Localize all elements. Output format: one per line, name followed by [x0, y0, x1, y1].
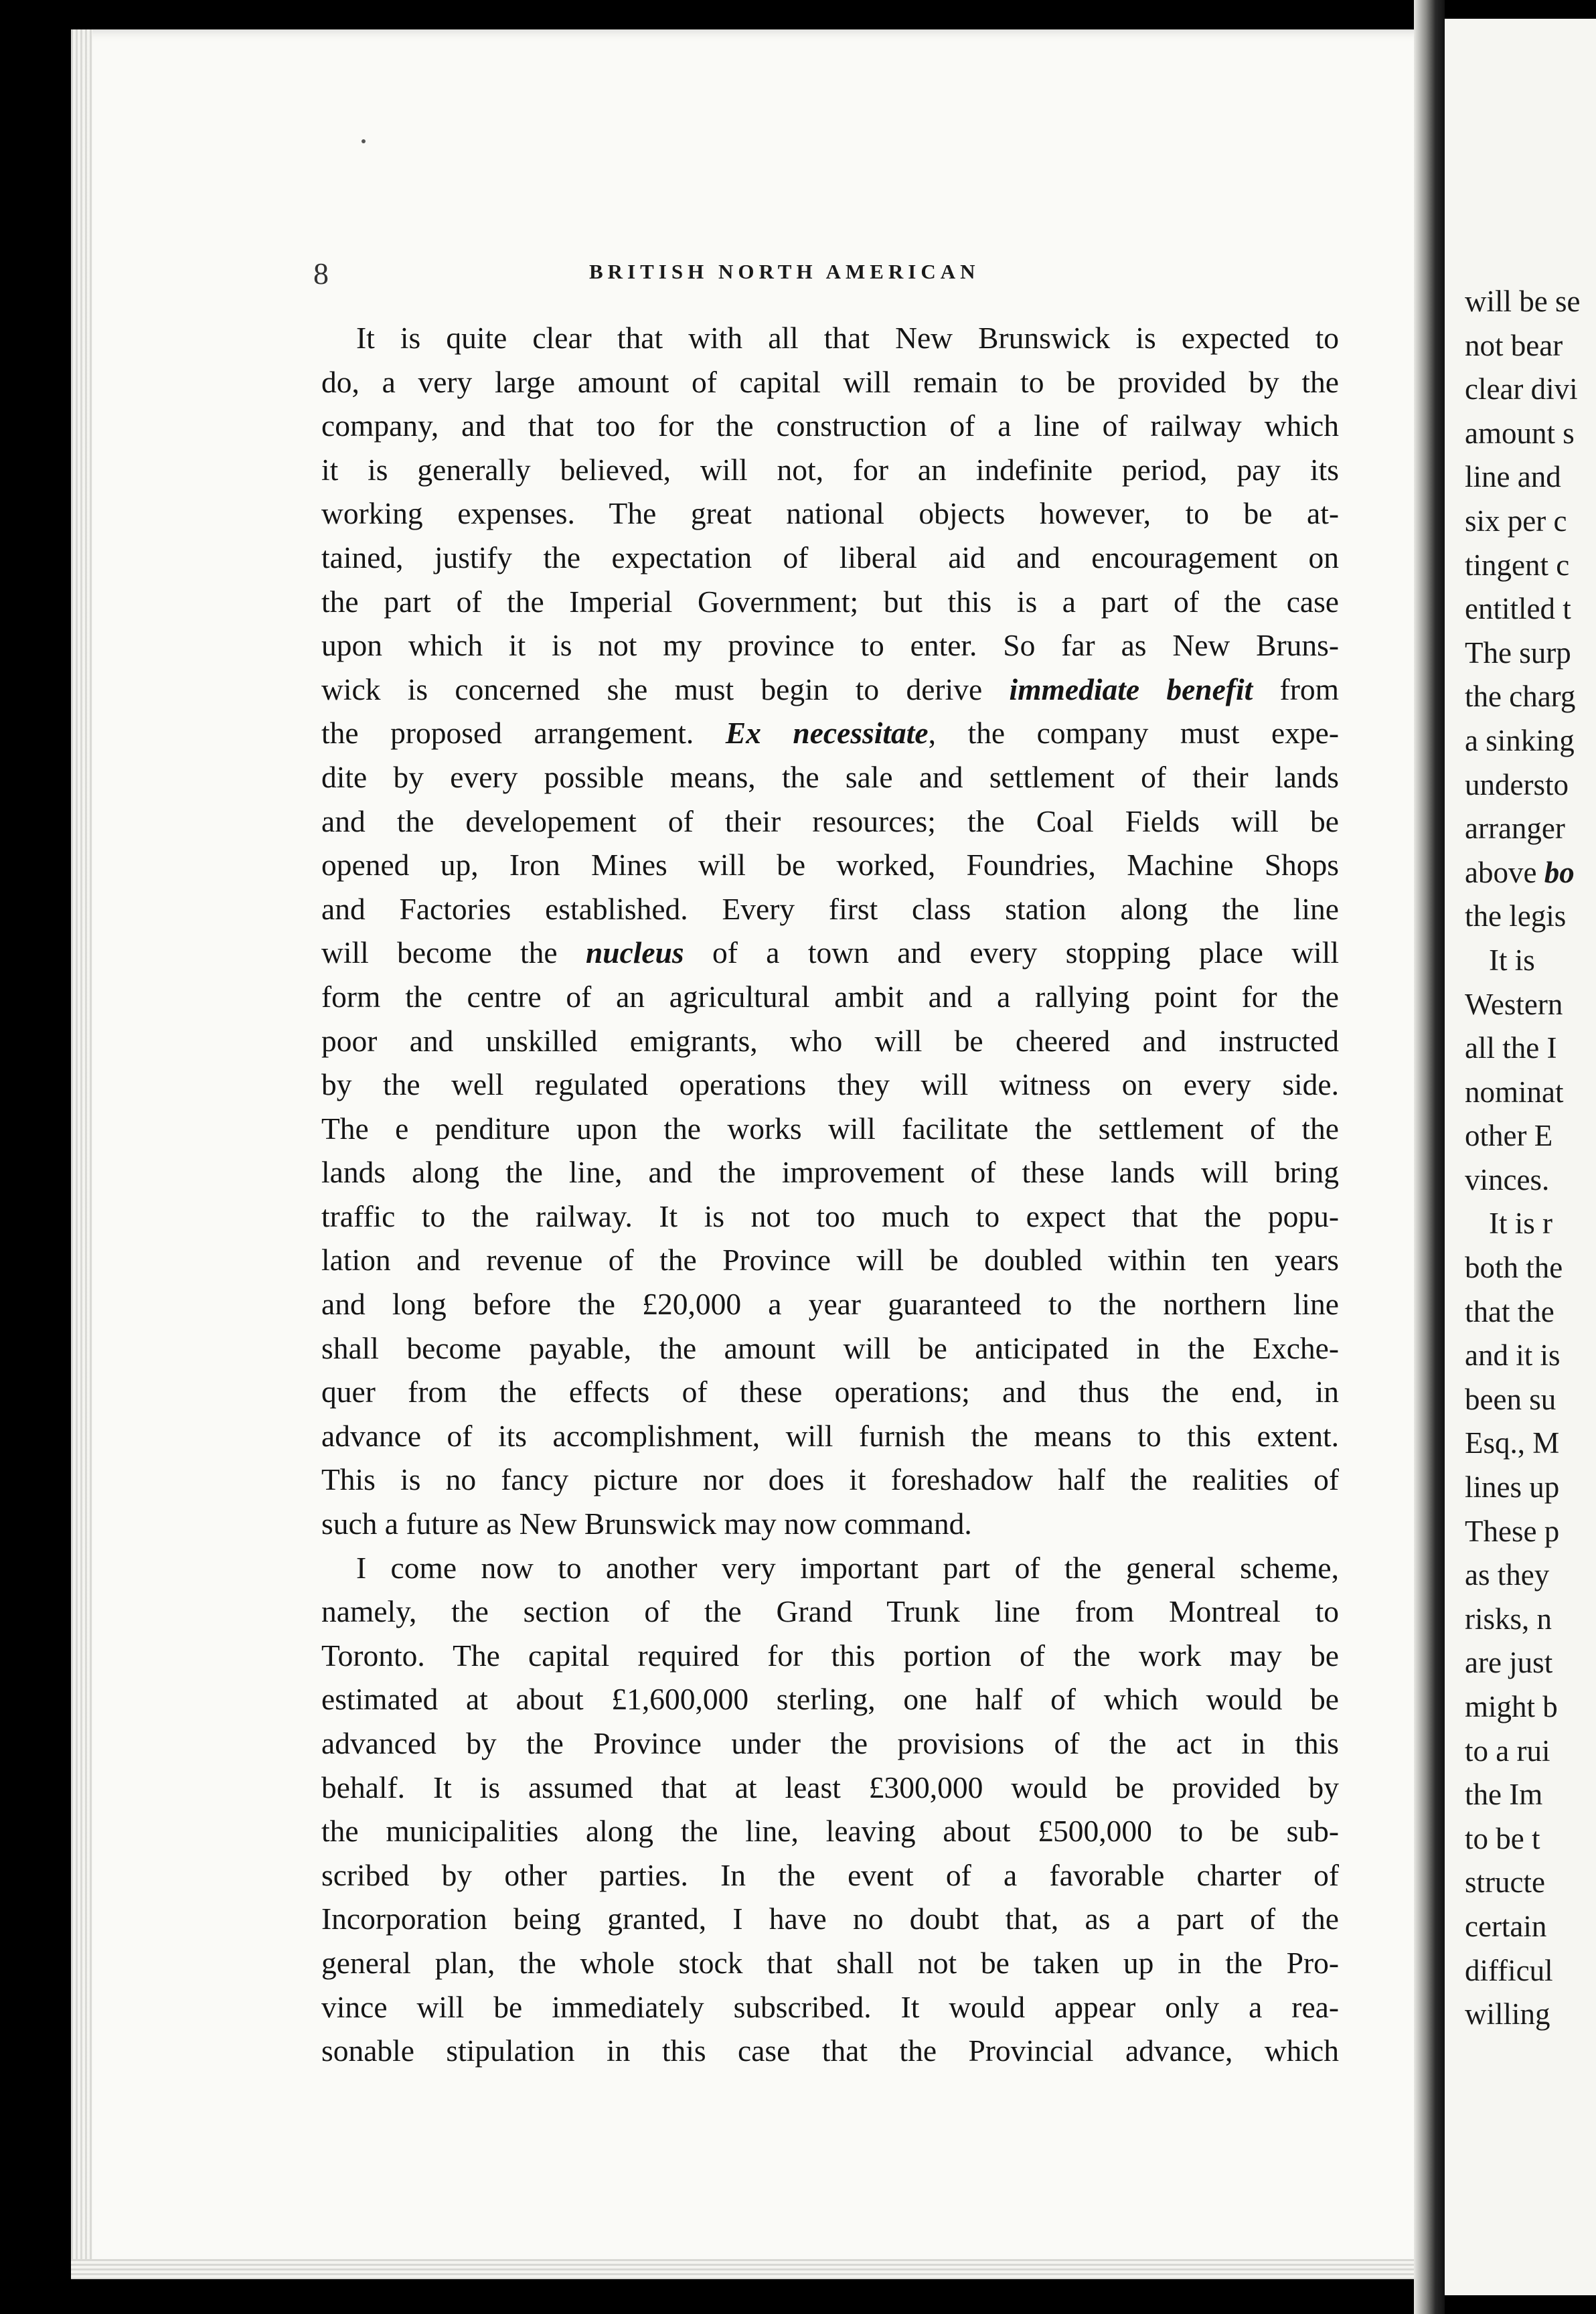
- text-line: [321, 404, 1339, 448]
- right-text-line: [1465, 895, 1596, 939]
- right-text-line: [1465, 1641, 1596, 1685]
- text-line: [321, 536, 1339, 580]
- text-line: [321, 1502, 1339, 1546]
- right-text-line-text: the Im: [1465, 1778, 1543, 1812]
- text-line-text: vince will be immediately subscribed. It would appear only a rea-: [321, 1989, 1339, 2024]
- text-line: [321, 1809, 1339, 1853]
- text-line: [321, 1458, 1339, 1502]
- text-line: [321, 1985, 1339, 2029]
- right-text-line-text: entitled t: [1465, 592, 1571, 626]
- right-text-line: [1465, 983, 1596, 1027]
- text-line-text: sonable stipulation in this case that the Provincial advance, which: [321, 2033, 1339, 2068]
- text-line: [321, 1546, 1339, 1590]
- right-text-line: [1465, 763, 1596, 807]
- text-line: [321, 360, 1339, 404]
- right-text-line-text: vinces.: [1465, 1162, 1550, 1197]
- text-line-text: dite by every possible means, the sale and settlement of their lands: [321, 759, 1339, 794]
- text-line-text: advance of its accomplishment, will furnish the means to this extent.: [321, 1418, 1339, 1453]
- right-text-line: [1465, 324, 1596, 368]
- text-line: [321, 1370, 1339, 1414]
- right-text-line-text: not bear: [1465, 328, 1563, 362]
- text-line: [321, 1590, 1339, 1634]
- right-text-line-text: arranger: [1465, 812, 1565, 846]
- right-text-line: [1465, 1026, 1596, 1071]
- text-line: [321, 1326, 1339, 1371]
- text-line: [321, 1721, 1339, 1766]
- right-text-line: [1465, 587, 1596, 631]
- right-text-line: [1465, 1729, 1596, 1774]
- text-line-text: poor and unskilled emigrants, who will be cheered and instructed: [321, 1023, 1339, 1058]
- right-text-line: [1465, 412, 1596, 456]
- text-line-text: working expenses. The great national objects however, to be at-: [321, 496, 1339, 531]
- text-line-text: general plan, the whole stock that shall not be taken up in the Pro-: [321, 1945, 1339, 1980]
- right-text-line: [1465, 719, 1596, 763]
- right-text-line: [1465, 1202, 1596, 1246]
- right-text-line: [1465, 499, 1596, 544]
- right-text-line-text: understo: [1465, 767, 1569, 801]
- right-text-line-text: These p: [1465, 1514, 1560, 1548]
- text-line: [321, 1634, 1339, 1678]
- book-gutter: [1414, 0, 1445, 2314]
- right-text-line-text: the charg: [1465, 680, 1576, 714]
- text-line: [321, 1150, 1339, 1194]
- right-text-line-text: nominat: [1465, 1075, 1564, 1109]
- right-text-line: [1465, 1553, 1596, 1598]
- right-text-line: [1465, 1993, 1596, 2037]
- text-line: [321, 1107, 1339, 1151]
- text-line: [321, 1414, 1339, 1458]
- text-line-text: behalf. It is assumed that at least £300,000 would be provided by: [321, 1770, 1339, 1804]
- right-text-line-text: Western: [1465, 987, 1563, 1021]
- right-text-line-text: and it is: [1465, 1338, 1561, 1373]
- text-line-text-after: from: [1253, 672, 1339, 706]
- right-text-line-text: risks, n: [1465, 1602, 1552, 1636]
- text-line-text: shall become payable, the amount will be anticipated in the Exche-: [321, 1330, 1339, 1365]
- text-line-text: do, a very large amount of capital will remain to be provided by the: [321, 364, 1339, 399]
- text-line-text: Toronto. The capital required for this portion of the work may be: [321, 1638, 1339, 1673]
- text-line-text-after: , the company must expe-: [928, 716, 1339, 751]
- right-text-line-text: line and: [1465, 460, 1561, 494]
- right-text-line-text: been su: [1465, 1382, 1557, 1416]
- right-text-line-text: amount s: [1465, 416, 1575, 450]
- text-line: [321, 623, 1339, 668]
- right-text-line-text: might b: [1465, 1690, 1558, 1723]
- text-line-text: and Factories established. Every first class station along the line: [321, 891, 1339, 926]
- right-text-line: [1465, 1246, 1596, 1290]
- text-line: [321, 491, 1339, 536]
- body-text: [321, 316, 1339, 2073]
- right-text-line: [1465, 544, 1596, 588]
- text-line-text: traffic to the railway. It is not too much to expect that the popu-: [321, 1199, 1339, 1233]
- text-line: [321, 1766, 1339, 1810]
- text-line-text: upon which it is not my province to enter. So far as New Bruns-: [321, 628, 1339, 663]
- text-line-text: form the centre of an agricultural ambit and a rallying point for the: [321, 979, 1339, 1014]
- right-text-line-text: willing: [1465, 1997, 1550, 2031]
- text-line: [321, 316, 1339, 360]
- right-text-line-text: that the: [1465, 1294, 1554, 1328]
- text-line-text: advanced by the Province under the provisions of the act in this: [321, 1726, 1339, 1760]
- text-line-text: namely, the section of the Grand Trunk line from Montreal to: [321, 1594, 1339, 1629]
- right-text-line-text: above: [1465, 855, 1544, 889]
- right-text-line-text: a sinking: [1465, 723, 1575, 757]
- text-line-text: company, and that too for the construction of a line of railway which: [321, 408, 1339, 443]
- running-head: BRITISH NORTH AMERICAN: [589, 260, 980, 283]
- text-line: [321, 711, 1339, 755]
- right-text-line: [1465, 675, 1596, 719]
- right-text-line-text: will be se: [1465, 285, 1581, 318]
- text-line-text: lands along the line, and the improvement of these lands will bring: [321, 1155, 1339, 1190]
- text-line-text: I come now to another very important part of the general scheme,: [356, 1550, 1339, 1585]
- right-text-line-text: The surp: [1465, 635, 1571, 670]
- text-line: [321, 1019, 1339, 1063]
- text-line: [321, 1941, 1339, 1985]
- text-line: [321, 799, 1339, 844]
- text-line: [321, 1897, 1339, 1941]
- text-line-text: and the developement of their resources; the Coal Fields will be: [321, 803, 1339, 838]
- text-line-text: opened up, Iron Mines will be worked, Foundries, Machine Shops: [321, 848, 1339, 882]
- right-text-line-text: structe: [1465, 1865, 1545, 1900]
- text-line-text: the municipalities along the line, leaving about £500,000 to be sub-: [321, 1814, 1339, 1849]
- right-text-line-text: It is r: [1489, 1207, 1552, 1241]
- text-line: [321, 931, 1339, 975]
- right-text-line: [1465, 1773, 1596, 1817]
- text-line: [321, 755, 1339, 799]
- right-text-line-text: difficul: [1465, 1953, 1553, 1987]
- text-line-text: by the well regulated operations they will witness on every side.: [321, 1067, 1339, 1102]
- right-text-line: [1465, 631, 1596, 676]
- text-line: [321, 668, 1339, 712]
- text-line-text-after: of a town and every stopping place will: [684, 935, 1339, 970]
- right-text-line: [1465, 368, 1596, 412]
- text-line: [321, 2029, 1339, 2073]
- text-line-text: quer from the effects of these operations; and thus the end, in: [321, 1375, 1339, 1409]
- right-text-line: [1465, 1598, 1596, 1642]
- text-line-text: This is no fancy picture nor does it foreshadow half the realities of: [321, 1462, 1339, 1497]
- right-text-line-text: six per c: [1465, 504, 1567, 538]
- right-text-line-text: clear divi: [1465, 372, 1578, 406]
- text-line-text: It is quite clear that with all that New Brunswick is expected to: [356, 321, 1339, 355]
- right-page-text: [1465, 280, 1596, 2037]
- text-line-text: the proposed arrangement.: [321, 716, 726, 751]
- text-line: [321, 843, 1339, 887]
- right-text-line: [1465, 939, 1596, 983]
- text-line-text: Incorporation being granted, I have no doubt that, as a part of the: [321, 1902, 1339, 1936]
- right-text-line: [1465, 1949, 1596, 1993]
- text-line: [321, 887, 1339, 931]
- text-line-text: the part of the Imperial Government; but this is a part of the case: [321, 584, 1339, 619]
- right-text-line-text: It is: [1489, 943, 1535, 977]
- text-line-text: will become the: [321, 935, 586, 970]
- text-line-text: estimated at about £1,600,000 sterling, one half of which would be: [321, 1682, 1339, 1717]
- right-text-line-text: tingent c: [1465, 548, 1570, 582]
- text-line-text: The e penditure upon the works will facilitate the settlement of the: [321, 1111, 1339, 1146]
- text-line: [321, 1677, 1339, 1721]
- right-text-line-text: certain: [1465, 1909, 1547, 1943]
- right-text-line: [1465, 1378, 1596, 1422]
- text-line: [321, 448, 1339, 492]
- text-line-text: wick is concerned she must begin to derive: [321, 672, 1010, 706]
- text-line: [321, 1282, 1339, 1326]
- right-text-line: [1465, 1510, 1596, 1554]
- right-text-line-text: lines up: [1465, 1470, 1560, 1505]
- right-text-line: [1465, 1334, 1596, 1378]
- text-line-text: tained, justify the expectation of liberal aid and encouragement on: [321, 540, 1339, 574]
- text-line: [321, 1238, 1339, 1282]
- text-line: [321, 1194, 1339, 1239]
- page-number: 8: [313, 256, 329, 291]
- text-line: [321, 580, 1339, 624]
- right-text-line: [1465, 1466, 1596, 1510]
- text-line: [321, 1853, 1339, 1898]
- right-text-line: [1465, 1158, 1596, 1203]
- right-text-line: [1465, 1290, 1596, 1334]
- right-text-line: [1465, 1817, 1596, 1861]
- text-line: [321, 975, 1339, 1019]
- right-text-line: [1465, 1905, 1596, 1949]
- right-text-line: [1465, 807, 1596, 851]
- right-text-line: [1465, 1685, 1596, 1729]
- right-text-line: [1465, 1861, 1596, 1905]
- text-line-emphasis: Ex necessitate: [725, 716, 929, 751]
- text-line: [321, 1063, 1339, 1107]
- right-text-line-text: both the: [1465, 1251, 1563, 1285]
- text-line-text: scribed by other parties. In the event of a favorable charter of: [321, 1857, 1339, 1892]
- text-line-text: it is generally believed, will not, for an indefinite period, pay its: [321, 452, 1339, 487]
- right-text-line: [1465, 280, 1596, 324]
- text-line-emphasis: immediate benefit: [1009, 672, 1253, 706]
- right-text-line-text: Esq., M: [1465, 1426, 1560, 1460]
- right-text-line: [1465, 1114, 1596, 1158]
- right-text-line: [1465, 851, 1596, 895]
- right-text-line-text: are just: [1465, 1646, 1553, 1680]
- text-line-text: lation and revenue of the Province will be doubled within ten years: [321, 1243, 1339, 1278]
- right-text-line-text: all the I: [1465, 1031, 1557, 1065]
- text-line-text: and long before the £20,000 a year guaranteed to the northern line: [321, 1287, 1339, 1322]
- text-line-text: such a future as New Brunswick may now command.: [321, 1507, 972, 1541]
- ink-speck: [362, 139, 366, 143]
- right-text-line: [1465, 1071, 1596, 1115]
- right-page: [1445, 19, 1596, 2295]
- text-line-emphasis: nucleus: [585, 935, 684, 970]
- right-text-line-text: to a rui: [1465, 1733, 1550, 1768]
- right-text-line: [1465, 1421, 1596, 1466]
- right-text-line-text: the legis: [1465, 899, 1567, 933]
- right-text-line-text: to be t: [1465, 1821, 1540, 1855]
- right-text-line: [1465, 455, 1596, 499]
- right-text-line-emphasis: bo: [1544, 855, 1575, 889]
- right-text-line-text: other E: [1465, 1119, 1553, 1153]
- right-text-line-text: as they: [1465, 1558, 1550, 1592]
